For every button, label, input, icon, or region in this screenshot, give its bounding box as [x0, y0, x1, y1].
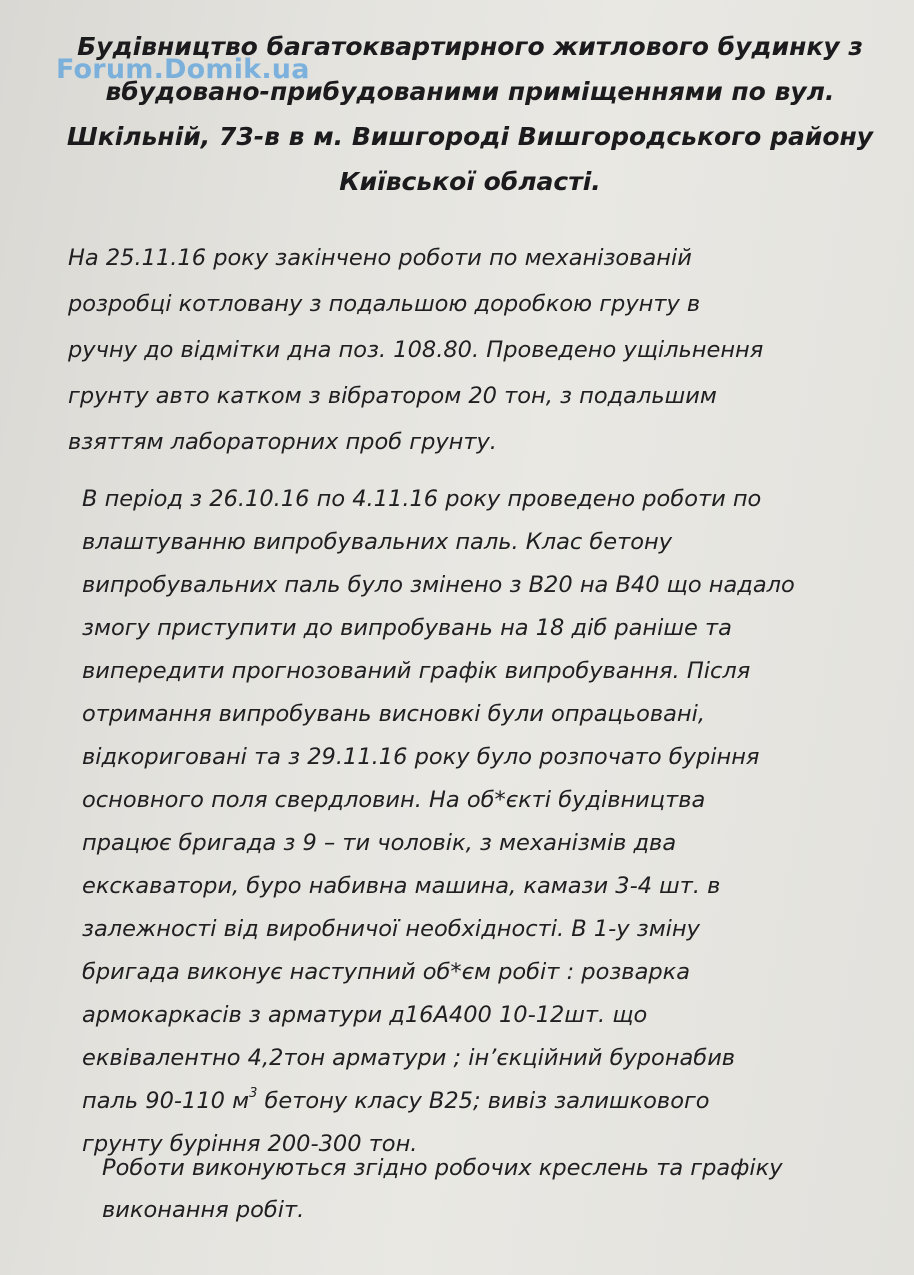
- watermark: Forum.Domik.ua: [56, 54, 310, 85]
- text-line: основного поля свердловин. На об*єкті будівництва: [82, 787, 706, 813]
- text-line: армокаркасів з арматури д16А400 10-12шт. що: [82, 1002, 648, 1028]
- document-title: [40, 24, 900, 204]
- text-line: ручну до відмітки дна поз. 108.80. Проведено ущільнення: [68, 337, 764, 363]
- text-line: еквівалентно 4,2тон арматури ; ін’єкційний буронабив: [82, 1045, 736, 1071]
- text-line: [82, 1080, 795, 1123]
- paragraph-conclusion: [102, 1147, 783, 1231]
- text-line: залежності від виробничої необхідності. В 1-у зміну: [82, 916, 700, 942]
- text-line: На 25.11.16 року закінчено роботи по механізованій: [68, 245, 692, 271]
- text-line: грунту буріння 200-300 тон.: [82, 1131, 418, 1157]
- text-line: влаштуванню випробувальних паль. Клас бетону: [82, 529, 673, 555]
- text-fragment: паль 90-110 м: [82, 1088, 250, 1114]
- paragraph-excavation: [68, 235, 763, 465]
- text-line: змогу приступити до випробувань на 18 діб раніше та: [82, 615, 732, 641]
- text-line: В період з 26.10.16 по 4.11.16 року проведено роботи по: [82, 486, 762, 512]
- title-line: вбудовано-прибудованими приміщеннями по вул.: [105, 77, 835, 106]
- text-line: виконання робіт.: [102, 1197, 305, 1223]
- text-line: отримання випробувань висновкі були опрацьовані,: [82, 701, 706, 727]
- text-line: бригада виконує наступний об*єм робіт : розварка: [82, 959, 691, 985]
- text-line: відкориговані та з 29.11.16 року було розпочато буріння: [82, 744, 760, 770]
- text-line: випередити прогнозований графік випробування. Після: [82, 658, 751, 684]
- text-line: взяттям лабораторних проб грунту.: [68, 429, 497, 455]
- text-line: випробувальних паль було змінено з В20 на В40 що надало: [82, 572, 795, 598]
- title-line: Шкільній, 73-в в м. Вишгороді Вишгородського району: [66, 122, 874, 151]
- text-line: екскаватори, буро набивна машина, камази 3-4 шт. в: [82, 873, 721, 899]
- text-line: Роботи виконуються згідно робочих креслень та графіку: [102, 1155, 783, 1181]
- paragraph-piles: [82, 478, 795, 1166]
- text-fragment: бетону класу В25; вивіз залишкового: [257, 1088, 710, 1114]
- title-line: Київської області.: [339, 167, 601, 196]
- text-line: розробці котловану з подальшою доробкою грунту в: [68, 291, 701, 317]
- text-line: працює бригада з 9 – ти чоловік, з механізмів два: [82, 830, 677, 856]
- title-line: Будівництво багатоквартирного житлового будинку з: [77, 32, 863, 61]
- text-line: грунту авто катком з вібратором 20 тон, з подальшим: [68, 383, 717, 409]
- superscript: 3: [249, 1086, 258, 1101]
